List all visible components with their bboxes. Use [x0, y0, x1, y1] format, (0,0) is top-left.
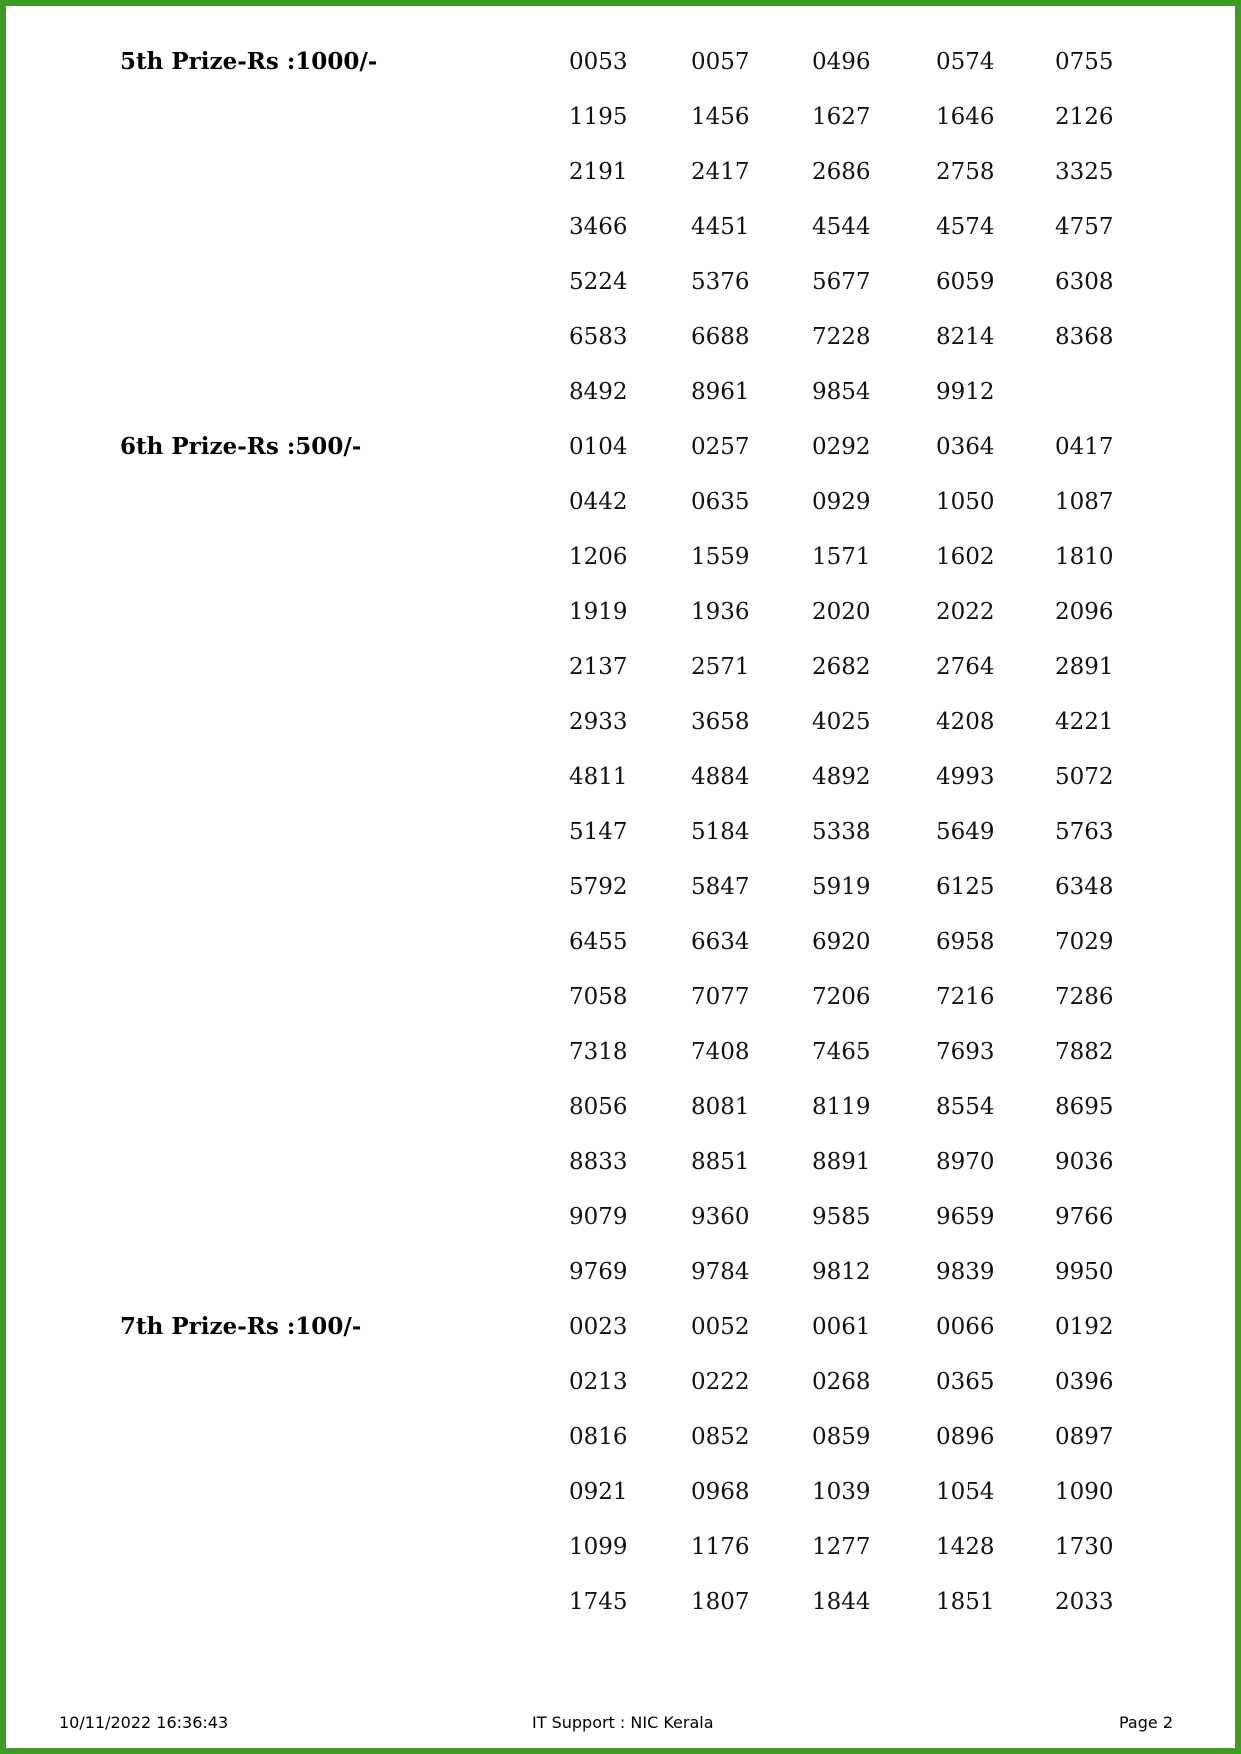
winning-number: 9950 — [1055, 1259, 1114, 1285]
winning-number: 8695 — [1055, 1094, 1114, 1120]
winning-number: 5847 — [691, 874, 750, 900]
winning-number: 0292 — [812, 434, 871, 460]
winning-number: 9854 — [812, 379, 871, 405]
winning-number: 5147 — [569, 819, 628, 845]
winning-number: 0222 — [691, 1369, 750, 1395]
winning-number: 0066 — [936, 1314, 995, 1340]
winning-number: 4451 — [691, 214, 750, 240]
winning-number: 5184 — [691, 819, 750, 845]
winning-number: 0852 — [691, 1424, 750, 1450]
winning-number: 9912 — [936, 379, 995, 405]
winning-number: 9036 — [1055, 1149, 1114, 1175]
winning-number: 0257 — [691, 434, 750, 460]
winning-number: 3466 — [569, 214, 628, 240]
winning-number: 1277 — [812, 1534, 871, 1560]
winning-number: 9079 — [569, 1204, 628, 1230]
winning-number: 1428 — [936, 1534, 995, 1560]
winning-number: 6348 — [1055, 874, 1114, 900]
winning-number: 1456 — [691, 104, 750, 130]
winning-number: 2417 — [691, 159, 750, 185]
winning-number: 0929 — [812, 489, 871, 515]
winning-number: 1195 — [569, 104, 628, 130]
winning-number: 6455 — [569, 929, 628, 955]
winning-number: 5649 — [936, 819, 995, 845]
winning-number: 7077 — [691, 984, 750, 1010]
winning-number: 7408 — [691, 1039, 750, 1065]
winning-number: 2126 — [1055, 104, 1114, 130]
winning-number: 4884 — [691, 764, 750, 790]
winning-number: 4221 — [1055, 709, 1114, 735]
winning-number: 1919 — [569, 599, 628, 625]
winning-number: 2137 — [569, 654, 628, 680]
winning-number: 1602 — [936, 544, 995, 570]
winning-number: 0417 — [1055, 434, 1114, 460]
winning-number: 1054 — [936, 1479, 995, 1505]
winning-number: 0496 — [812, 49, 871, 75]
winning-number: 5919 — [812, 874, 871, 900]
winning-number: 7882 — [1055, 1039, 1114, 1065]
winning-number: 1206 — [569, 544, 628, 570]
winning-number: 1646 — [936, 104, 995, 130]
winning-number: 7029 — [1055, 929, 1114, 955]
winning-number: 7465 — [812, 1039, 871, 1065]
winning-number: 1807 — [691, 1589, 750, 1615]
winning-number: 6920 — [812, 929, 871, 955]
winning-number: 0859 — [812, 1424, 871, 1450]
winning-number: 1099 — [569, 1534, 628, 1560]
winning-number: 1810 — [1055, 544, 1114, 570]
winning-number: 9659 — [936, 1204, 995, 1230]
winning-number: 8492 — [569, 379, 628, 405]
winning-number: 2020 — [812, 599, 871, 625]
winning-number: 4892 — [812, 764, 871, 790]
winning-number: 0057 — [691, 49, 750, 75]
winning-number: 0023 — [569, 1314, 628, 1340]
winning-number: 2764 — [936, 654, 995, 680]
winning-number: 8970 — [936, 1149, 995, 1175]
winning-number: 8554 — [936, 1094, 995, 1120]
winning-number: 8961 — [691, 379, 750, 405]
winning-number: 1730 — [1055, 1534, 1114, 1560]
winning-number: 2022 — [936, 599, 995, 625]
winning-number: 0442 — [569, 489, 628, 515]
winning-number: 2571 — [691, 654, 750, 680]
winning-number: 8081 — [691, 1094, 750, 1120]
winning-number: 0104 — [569, 434, 628, 460]
winning-number: 0364 — [936, 434, 995, 460]
winning-number: 7693 — [936, 1039, 995, 1065]
winning-number: 4025 — [812, 709, 871, 735]
winning-number: 6688 — [691, 324, 750, 350]
winning-number: 0968 — [691, 1479, 750, 1505]
winning-number: 1936 — [691, 599, 750, 625]
winning-number: 7318 — [569, 1039, 628, 1065]
winning-number: 7206 — [812, 984, 871, 1010]
winning-number: 0755 — [1055, 49, 1114, 75]
winning-number: 6634 — [691, 929, 750, 955]
prize-title: 6th Prize-Rs :500/- — [120, 433, 362, 460]
winning-number: 0213 — [569, 1369, 628, 1395]
winning-number: 6059 — [936, 269, 995, 295]
winning-number: 1050 — [936, 489, 995, 515]
winning-number: 5338 — [812, 819, 871, 845]
winning-number: 2933 — [569, 709, 628, 735]
winning-number: 5224 — [569, 269, 628, 295]
winning-number: 7286 — [1055, 984, 1114, 1010]
winning-number: 6583 — [569, 324, 628, 350]
winning-number: 6125 — [936, 874, 995, 900]
winning-number: 4993 — [936, 764, 995, 790]
winning-number: 9769 — [569, 1259, 628, 1285]
winning-number: 0896 — [936, 1424, 995, 1450]
winning-number: 2758 — [936, 159, 995, 185]
winning-number: 3325 — [1055, 159, 1114, 185]
footer-timestamp: 10/11/2022 16:36:43 — [59, 1713, 229, 1732]
winning-number: 0061 — [812, 1314, 871, 1340]
winning-number: 2033 — [1055, 1589, 1114, 1615]
winning-number: 8368 — [1055, 324, 1114, 350]
winning-number: 9784 — [691, 1259, 750, 1285]
winning-number: 7228 — [812, 324, 871, 350]
winning-number: 1844 — [812, 1589, 871, 1615]
winning-number: 6308 — [1055, 269, 1114, 295]
winning-number: 0396 — [1055, 1369, 1114, 1395]
winning-number: 8056 — [569, 1094, 628, 1120]
winning-number: 0365 — [936, 1369, 995, 1395]
winning-number: 5763 — [1055, 819, 1114, 845]
winning-number: 4544 — [812, 214, 871, 240]
winning-number: 8891 — [812, 1149, 871, 1175]
winning-number: 8119 — [812, 1094, 871, 1120]
winning-number: 1627 — [812, 104, 871, 130]
winning-number: 1851 — [936, 1589, 995, 1615]
winning-number: 0897 — [1055, 1424, 1114, 1450]
winning-number: 9766 — [1055, 1204, 1114, 1230]
winning-number: 5792 — [569, 874, 628, 900]
winning-number: 6958 — [936, 929, 995, 955]
winning-number: 5677 — [812, 269, 871, 295]
winning-number: 3658 — [691, 709, 750, 735]
winning-number: 8833 — [569, 1149, 628, 1175]
winning-number: 4811 — [569, 764, 628, 790]
winning-number: 7058 — [569, 984, 628, 1010]
winning-number: 1745 — [569, 1589, 628, 1615]
winning-number: 1039 — [812, 1479, 871, 1505]
winning-number: 2686 — [812, 159, 871, 185]
winning-number: 1087 — [1055, 489, 1114, 515]
winning-number: 0052 — [691, 1314, 750, 1340]
footer-page-number: Page 2 — [1119, 1713, 1173, 1732]
prize-title: 5th Prize-Rs :1000/- — [120, 48, 378, 75]
winning-number: 9360 — [691, 1204, 750, 1230]
winning-number: 2096 — [1055, 599, 1114, 625]
winning-number: 9839 — [936, 1259, 995, 1285]
winning-number: 4208 — [936, 709, 995, 735]
winning-number: 2891 — [1055, 654, 1114, 680]
winning-number: 2191 — [569, 159, 628, 185]
winning-number: 0921 — [569, 1479, 628, 1505]
prize-title: 7th Prize-Rs :100/- — [120, 1313, 362, 1340]
winning-number: 0574 — [936, 49, 995, 75]
winning-number: 9585 — [812, 1204, 871, 1230]
winning-number: 0192 — [1055, 1314, 1114, 1340]
winning-number: 8214 — [936, 324, 995, 350]
winning-number: 1559 — [691, 544, 750, 570]
winning-number: 4574 — [936, 214, 995, 240]
winning-number: 8851 — [691, 1149, 750, 1175]
winning-number: 7216 — [936, 984, 995, 1010]
footer-support: IT Support : NIC Kerala — [532, 1713, 714, 1732]
winning-number: 9812 — [812, 1259, 871, 1285]
winning-number: 0268 — [812, 1369, 871, 1395]
winning-number: 2682 — [812, 654, 871, 680]
winning-number: 1176 — [691, 1534, 750, 1560]
winning-number: 0053 — [569, 49, 628, 75]
winning-number: 5072 — [1055, 764, 1114, 790]
winning-number: 4757 — [1055, 214, 1114, 240]
winning-number: 5376 — [691, 269, 750, 295]
winning-number: 0816 — [569, 1424, 628, 1450]
winning-number: 1090 — [1055, 1479, 1114, 1505]
winning-number: 0635 — [691, 489, 750, 515]
winning-number: 1571 — [812, 544, 871, 570]
